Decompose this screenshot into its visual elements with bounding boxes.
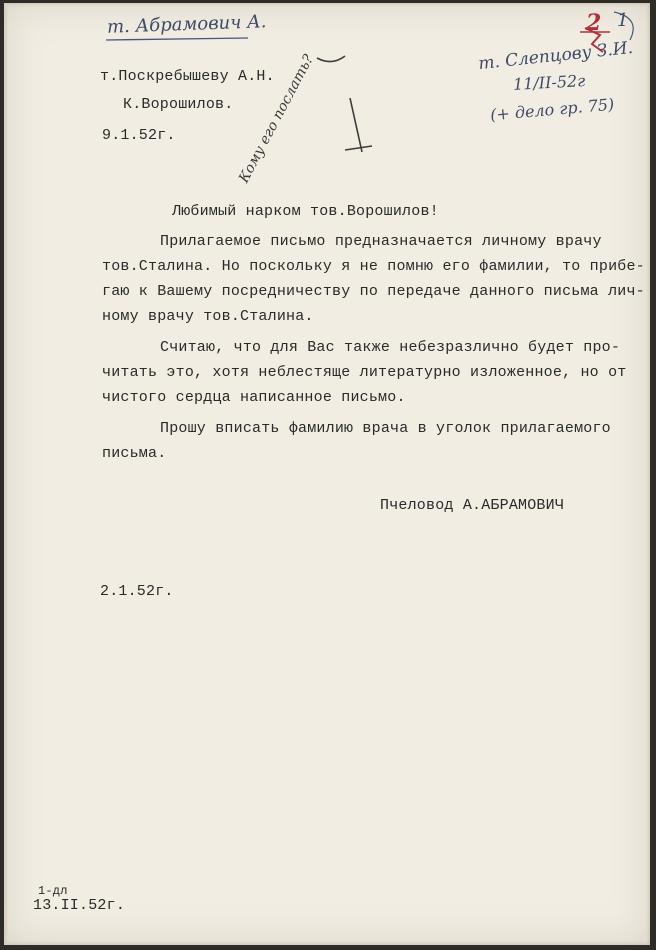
handwritten-forward-date: 11/II-52г xyxy=(512,71,586,94)
addressee-line-1: т.Поскребышеву А.Н. xyxy=(100,68,275,85)
footer-sheets: 1-дл xyxy=(38,884,68,898)
salutation: Любимый нарком тов.Ворошилов! xyxy=(172,203,439,220)
handwritten-forward-addressee: т. Слепцову З.И. xyxy=(477,37,634,75)
body-line-4: ному врачу тов.Сталина. xyxy=(102,308,314,325)
body-line-8: Прошу вписать фамилию врача в уголок прилагаемого xyxy=(160,420,611,437)
signature: Пчеловод А.АБРАМОВИЧ xyxy=(380,497,565,514)
body-line-7: чистого сердца написанное письмо. xyxy=(102,389,406,406)
body-line-1: Прилагаемое письмо предназначается личному врачу xyxy=(160,233,602,250)
handwritten-corner-number: 1 xyxy=(617,10,629,31)
body-line-5: Считаю, что для Вас также небезразлично будет про- xyxy=(160,339,621,356)
body-line-2: тов.Сталина. Но поскольку я не помню его фамилии, то прибе- xyxy=(102,258,645,275)
header-date: 9.1.52г. xyxy=(102,127,176,144)
letter-date: 2.1.52г. xyxy=(100,583,174,600)
handwritten-margin-query: Кому его послать? xyxy=(236,52,318,186)
handwritten-addressee-top-left: т. Абрамович А. xyxy=(106,11,267,38)
handwritten-forward-note: (+ дело гр. 75) xyxy=(489,94,615,125)
resolution-mark xyxy=(345,98,372,152)
addressee-line-2: К.Ворошилов. xyxy=(123,96,234,113)
query-stroke xyxy=(317,56,345,62)
body-line-9: письма. xyxy=(102,445,167,462)
body-line-3: гаю к Вашему посредничеству по передаче данного письма лич- xyxy=(102,283,645,300)
body-line-6: читать это, хотя неблестяще литературно изложенное, но от xyxy=(102,364,627,381)
underline-stroke xyxy=(106,38,248,40)
footer-date: 13.II.52г. xyxy=(33,897,126,914)
handwritten-red-number: 2 xyxy=(586,10,602,36)
